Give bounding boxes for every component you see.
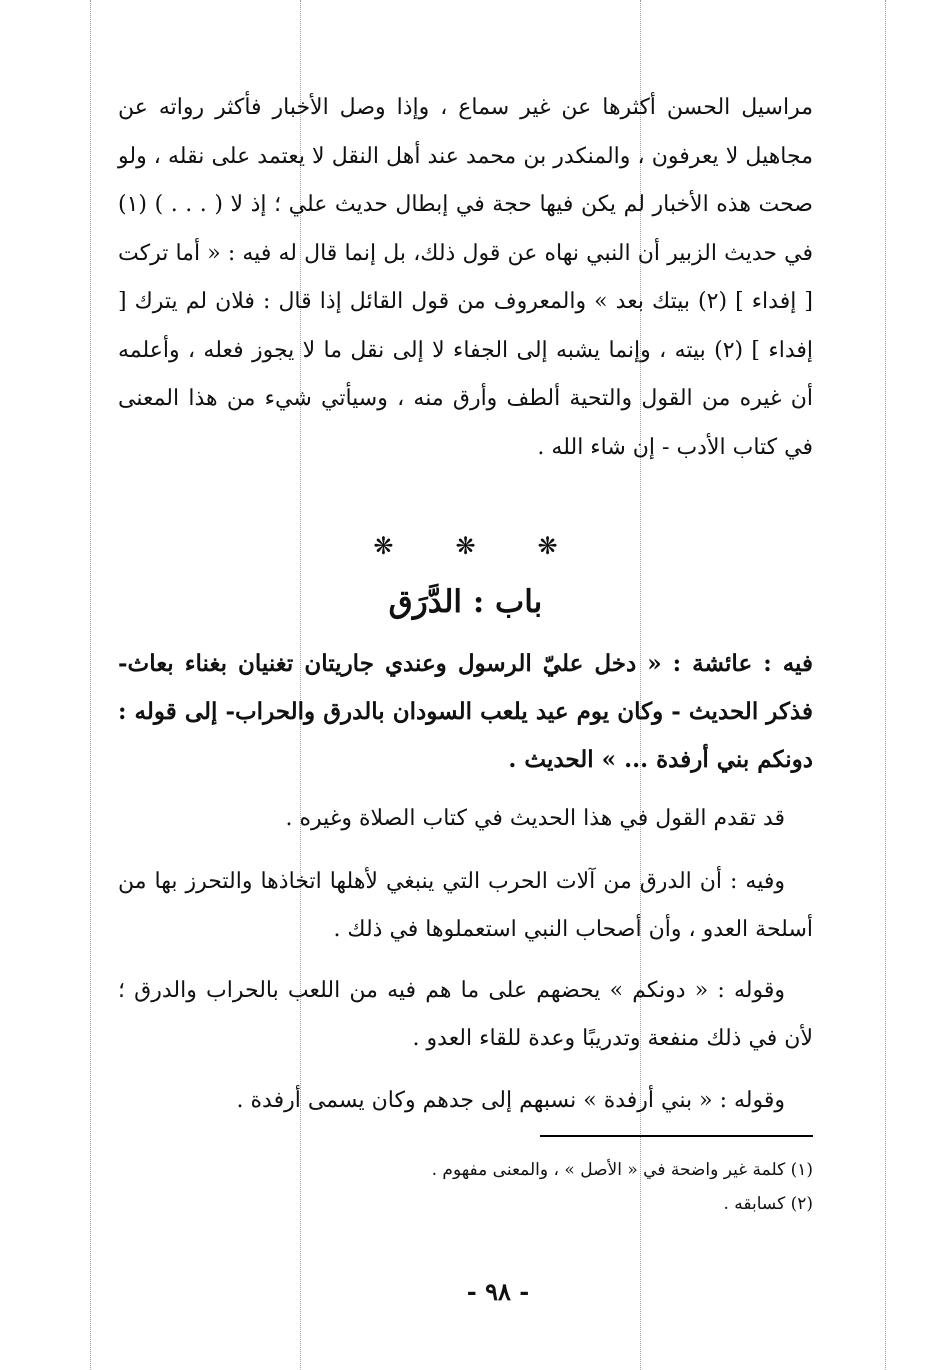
footnote: (١) كلمة غير واضحة في « الأصل » ، والمعنى مفهوم .	[431, 1160, 813, 1180]
hadith-text: فيه : عائشة : « دخل عليّ الرسول وعندي جاريتان تغنيان بغناء بعاث- فذكر الحديث - وكان يوم عيد يلعب السودان بالدرق والحراب- إلى قوله : دونكم بني أرفدة ... » الحديث .	[118, 650, 813, 773]
page-number: - ٩٨ -	[466, 1277, 530, 1306]
asterism-icon: ❋	[537, 532, 558, 560]
paragraph-text: وقوله : « بني أرفدة » نسبهم إلى جدهم وكان يسمى أرفدة .	[236, 1088, 785, 1113]
scan-guide-line	[885, 0, 886, 1370]
section-separator	[118, 530, 813, 562]
paragraph-text: وفيه : أن الدرق من آلات الحرب التي ينبغي لأهلها اتخاذها والتحرز بها من أسلحة العدو ، وأن أصحاب النبي استعملوها في ذلك .	[118, 869, 813, 942]
hadith-block	[118, 640, 813, 784]
main-paragraph: مراسيل الحسن أكثرها عن غير سماع ، وإذا وصل الأخبار فأكثر رواته عن مجاهيل لا يعرفون ، والمنكدر بن محمد عند أهل النقل لا يعتمد على نقله ، ولو صحت هذه الأخبار لم يكن فيها حجة في إبطال حديث علي ؛ إذ لا ( . . . ) (١) في حديث الزبير أن النبي نهاه عن قول ذلك، بل إنما قال له فيه : « أما تركت [ إفداء ] (٢) بيتك بعد » والمعروف من قول القائل إذا قال : فلان لم يترك [ إفداء ] (٢) بيته ، وإنما يشبه إلى الجفاء لا إلى نقل ما لا يجوز فعله ، وأعلمه أن غيره من القول والتحية ألطف وأرق منه ، وسيأتي شيء من هذا المعنى في كتاب الأدب - إن شاء الله .	[118, 95, 813, 460]
main-text-block	[118, 84, 813, 472]
commentary-paragraph	[118, 858, 813, 954]
footnotes	[118, 1153, 813, 1221]
commentary-paragraph	[118, 1077, 813, 1125]
paragraph-text: قد تقدم القول في هذا الحديث في كتاب الصلاة وغيره .	[285, 806, 785, 831]
footnote-divider	[540, 1135, 813, 1137]
commentary-paragraph	[118, 795, 813, 843]
scan-guide-line	[90, 0, 91, 1370]
chapter-title: باب : الدَّرَق	[388, 584, 543, 620]
footnote: (٢) كسابقه .	[723, 1194, 813, 1214]
paragraph-text: وقوله : « دونكم » يحضهم على ما هم فيه من اللعب بالحراب والدرق ؛ لأن في ذلك منفعة وتدريبًا وعدة للقاء العدو .	[118, 978, 813, 1051]
asterism-icon: ❋	[373, 532, 394, 560]
asterism-icon: ❋	[455, 532, 476, 560]
commentary-paragraph	[118, 967, 813, 1063]
